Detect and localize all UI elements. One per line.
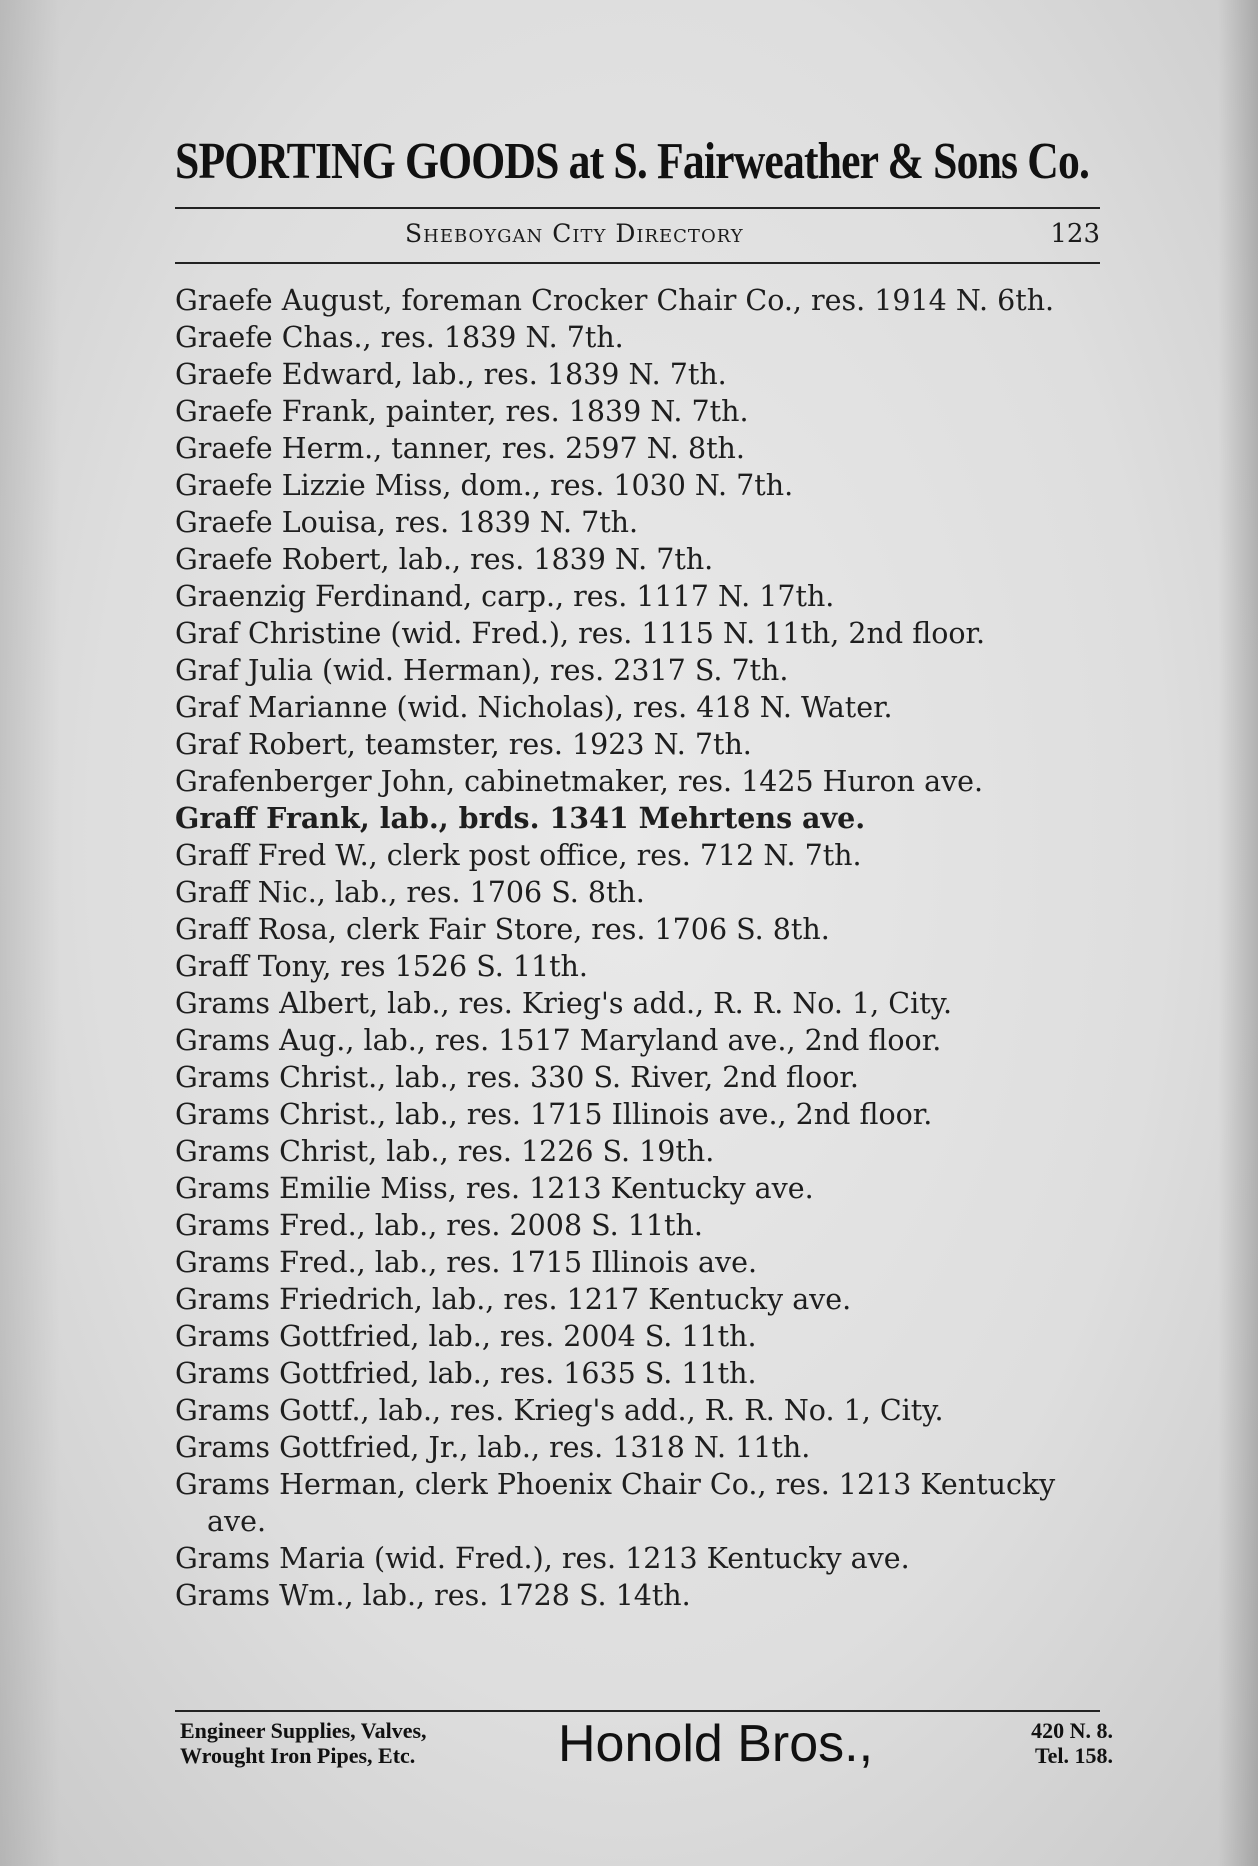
footer-address: 420 N. 8. (1031, 1718, 1113, 1743)
footer-brand: Honold Bros., (558, 1715, 874, 1773)
directory-entry: Graenzig Ferdinand, carp., res. 1117 N. 17th. (175, 580, 835, 613)
directory-entry: Graf Julia (wid. Herman), res. 2317 S. 7th. (175, 654, 789, 687)
directory-entry: Graf Marianne (wid. Nicholas), res. 418 N. Water. (175, 691, 893, 724)
directory-entry: Grams Gottfried, lab., res. 2004 S. 11th. (175, 1320, 757, 1353)
directory-entry: Grams Gottfried, Jr., lab., res. 1318 N. 11th. (175, 1431, 811, 1464)
directory-entry: Grams Friedrich, lab., res. 1217 Kentucky ave. (175, 1283, 852, 1316)
header-rule-bottom (175, 262, 1100, 264)
footer-ad-left (180, 1718, 540, 1768)
directory-entry: Grams Gottf., lab., res. Krieg's add., R. R. No. 1, City. (175, 1394, 944, 1427)
directory-entry: Graff Tony, res 1526 S. 11th. (175, 950, 588, 983)
directory-entry: Graff Rosa, clerk Fair Store, res. 1706 S. 8th. (175, 913, 830, 946)
directory-entry: Graf Christine (wid. Fred.), res. 1115 N. 11th, 2nd floor. (175, 617, 986, 650)
directory-entry: Grams Christ., lab., res. 330 S. River, 2nd floor. (175, 1061, 859, 1094)
directory-entry: Graff Frank, lab., brds. 1341 Mehrtens ave. (175, 801, 866, 835)
directory-entry: Graefe August, foreman Crocker Chair Co., res. 1914 N. 6th. (175, 284, 1055, 317)
directory-entry: Graefe Herm., tanner, res. 2597 N. 8th. (175, 432, 745, 465)
footer-telephone: Tel. 158. (1034, 1743, 1113, 1768)
directory-entry: Graefe Louisa, res. 1839 N. 7th. (175, 506, 639, 539)
directory-entry: Grams Albert, lab., res. Krieg's add., R. R. No. 1, City. (175, 987, 953, 1020)
footer-ad-left-line-2: Wrought Iron Pipes, Etc. (180, 1743, 416, 1768)
directory-entry: Grams Fred., lab., res. 1715 Illinois ave. (175, 1246, 758, 1279)
page-shadow-right (1218, 0, 1258, 1866)
directory-entry: Grams Aug., lab., res. 1517 Maryland ave., 2nd floor. (175, 1024, 942, 1057)
directory-entry: Grams Maria (wid. Fred.), res. 1213 Kentucky ave. (175, 1542, 910, 1575)
directory-entry: Graff Nic., lab., res. 1706 S. 8th. (175, 876, 645, 909)
directory-entry: Grams Gottfried, lab., res. 1635 S. 11th. (175, 1357, 757, 1390)
directory-entry: Grams Christ, lab., res. 1226 S. 19th. (175, 1135, 715, 1168)
directory-entry: Graefe Lizzie Miss, dom., res. 1030 N. 7th. (175, 469, 794, 502)
page-number: 123 (1050, 219, 1100, 249)
directory-entry: Grams Emilie Miss, res. 1213 Kentucky ave. (175, 1172, 814, 1205)
footer-ad-left-line-1: Engineer Supplies, Valves, (180, 1718, 427, 1743)
directory-entry: Grams Wm., lab., res. 1728 S. 14th. (175, 1579, 691, 1612)
header-advertisement: SPORTING GOODS at S. Fairweather & Sons Co. (175, 133, 1090, 190)
directory-entry: Graefe Frank, painter, res. 1839 N. 7th. (175, 395, 749, 428)
footer-ad-right (988, 1718, 1113, 1768)
directory-entry: Graefe Robert, lab., res. 1839 N. 7th. (175, 543, 714, 576)
directory-entry: Grafenberger John, cabinetmaker, res. 1425 Huron ave. (175, 765, 984, 798)
running-title: Sheboygan City Directory (405, 219, 744, 248)
directory-entry: Graf Robert, teamster, res. 1923 N. 7th. (175, 728, 752, 761)
page-shadow-left (0, 0, 60, 1866)
directory-entry: Graefe Edward, lab., res. 1839 N. 7th. (175, 358, 727, 391)
directory-entry: Grams Herman, clerk Phoenix Chair Co., res. 1213 Kentucky ave. (175, 1468, 1056, 1538)
directory-entry: Graff Fred W., clerk post office, res. 712 N. 7th. (175, 839, 862, 872)
directory-entry: Grams Fred., lab., res. 2008 S. 11th. (175, 1209, 703, 1242)
directory-entry: Grams Christ., lab., res. 1715 Illinois ave., 2nd floor. (175, 1098, 933, 1131)
directory-entries (175, 282, 1105, 1614)
directory-entry: Graefe Chas., res. 1839 N. 7th. (175, 321, 624, 354)
header-rule-top (175, 207, 1100, 209)
